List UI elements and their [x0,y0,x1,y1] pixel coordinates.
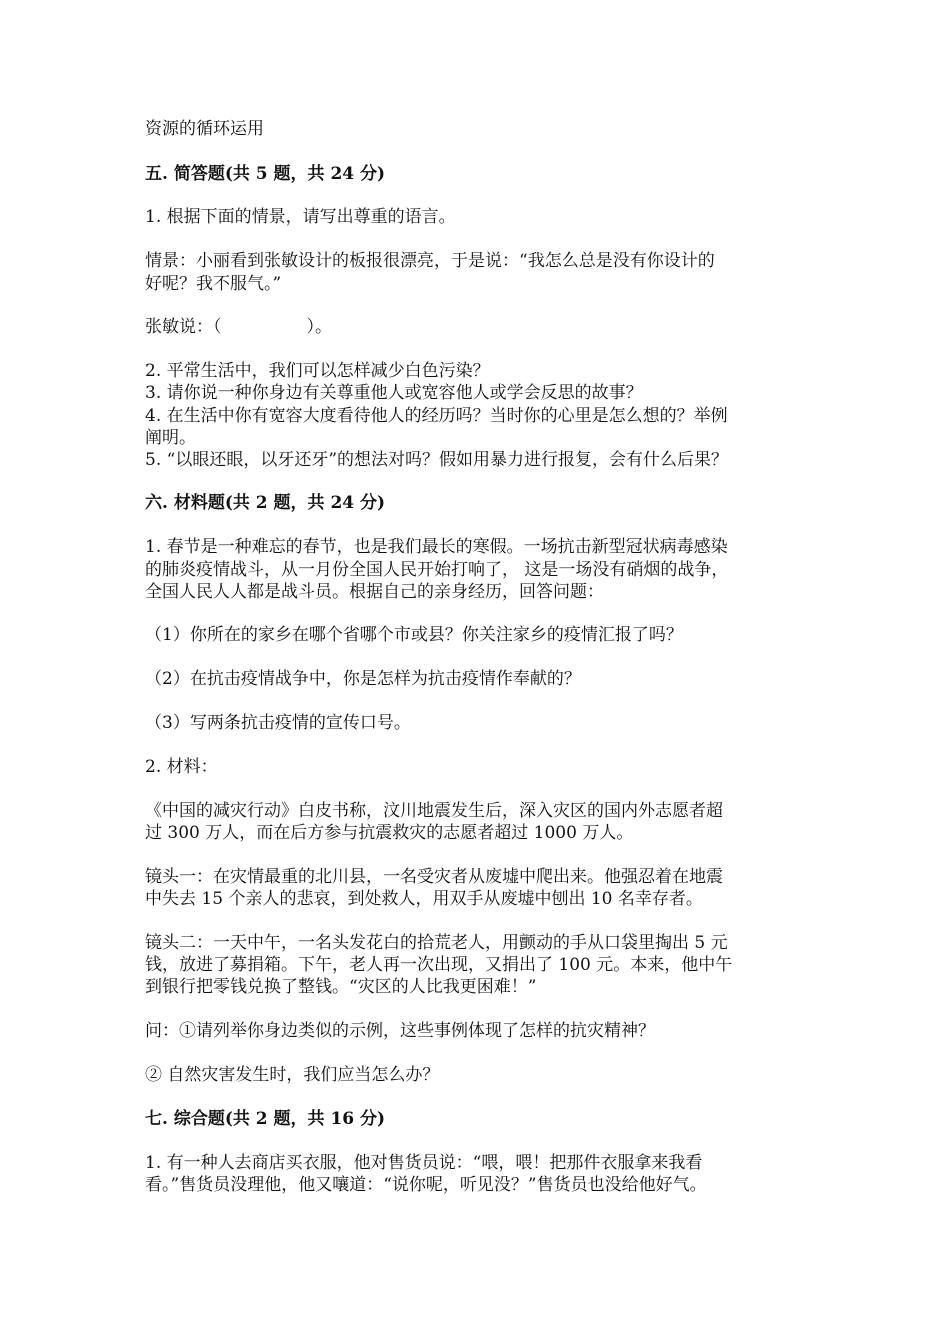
question-5-2: 2. 平常生活中，我们可以怎样减少白色污染？ [145,361,490,381]
question-5-3: 3. 请你说一种你身边有关尊重他人或宽容他人或学会反思的故事？ [145,383,643,403]
question-7-1: 1. 有一种人去商店买衣服，他对售货员说：“喂，喂！把那件衣服拿来我看 [145,1153,703,1173]
ask-line: ② 自然灾害发生时，我们应当怎么办？ [145,1065,440,1085]
material-paragraph: 中失去 15 个亲人的悲哀，到处救人，用双手从废墟中刨出 10 名幸存者。 [145,889,703,909]
ask-line: 问：①请列举你身边类似的示例，这些事例体现了怎样的抗灾精神？ [145,1021,655,1041]
material-paragraph: 镜头一：在灾情最重的北川县，一名受灾者从废墟中爬出来。他强忍着在地震 [145,867,723,887]
sub-question-1: （1）你所在的家乡在哪个省哪个市或县？你关注家乡的疫情汇报了吗？ [145,625,683,645]
section-heading-5: 五. 简答题(共 5 题，共 24 分) [145,164,386,184]
material-paragraph: 到银行把零钱兑换了整钱。“灾区的人比我更困难！” [145,977,537,997]
material-paragraph: 钱，放进了募捐箱。下午，老人再一次出现，又捐出了 100 元。本来，他中午 [145,955,733,975]
question-5-1: 1. 根据下面的情景，请写出尊重的语言。 [145,207,456,227]
sub-question-2: （2）在抗击疫情战争中，你是怎样为抗击疫情作奉献的？ [145,669,581,689]
section-heading-7: 七. 综合题(共 2 题，共 16 分) [145,1109,386,1129]
section-heading-6: 六. 材料题(共 2 题，共 24 分) [145,493,386,513]
question-7-1: 看。”售货员没理他，他又嚷道：“说你呢，听见没？”售货员也没给他好气。 [145,1175,707,1195]
question-6-1: 全国人民人人都是战斗员。根据自己的亲身经历，回答问题： [145,582,604,602]
question-5-1-answer: 张敏说：（ ）。 [145,317,332,337]
question-5-5: 5. “以眼还眼，以牙还牙”的想法对吗？假如用暴力进行报复，会有什么后果？ [145,450,729,470]
question-6-1: 1. 春节是一种难忘的春节，也是我们最长的寒假。一场抗击新型冠状病毒感染 [145,537,728,557]
text-line: 资源的循环运用 [145,119,264,139]
question-6-1: 的肺炎疫情战斗，从一月份全国人民开始打响了， 这是一场没有硝烟的战争， [145,560,729,580]
material-paragraph: 《中国的减灾行动》白皮书称，汶川地震发生后，深入灾区的国内外志愿者超 [145,801,723,821]
question-5-1-context: 好呢？我不服气。” [145,274,282,294]
question-5-1-context: 情景：小丽看到张敏设计的板报很漂亮，于是说：“我怎么总是没有你设计的 [145,251,715,271]
question-5-4: 4. 在生活中你有宽容大度看待他人的经历吗？当时你的心里是怎么想的？举例 [145,406,728,426]
question-5-4: 阐明。 [145,428,196,448]
question-6-2: 2. 材料： [145,757,218,777]
material-paragraph: 镜头二：一天中午，一名头发花白的拾荒老人，用颤动的手从口袋里掏出 5 元 [145,933,728,953]
material-paragraph: 过 300 万人，而在后方参与抗震救灾的志愿者超过 1000 万人。 [145,823,634,843]
sub-question-3: （3）写两条抗击疫情的宣传口号。 [145,713,411,733]
